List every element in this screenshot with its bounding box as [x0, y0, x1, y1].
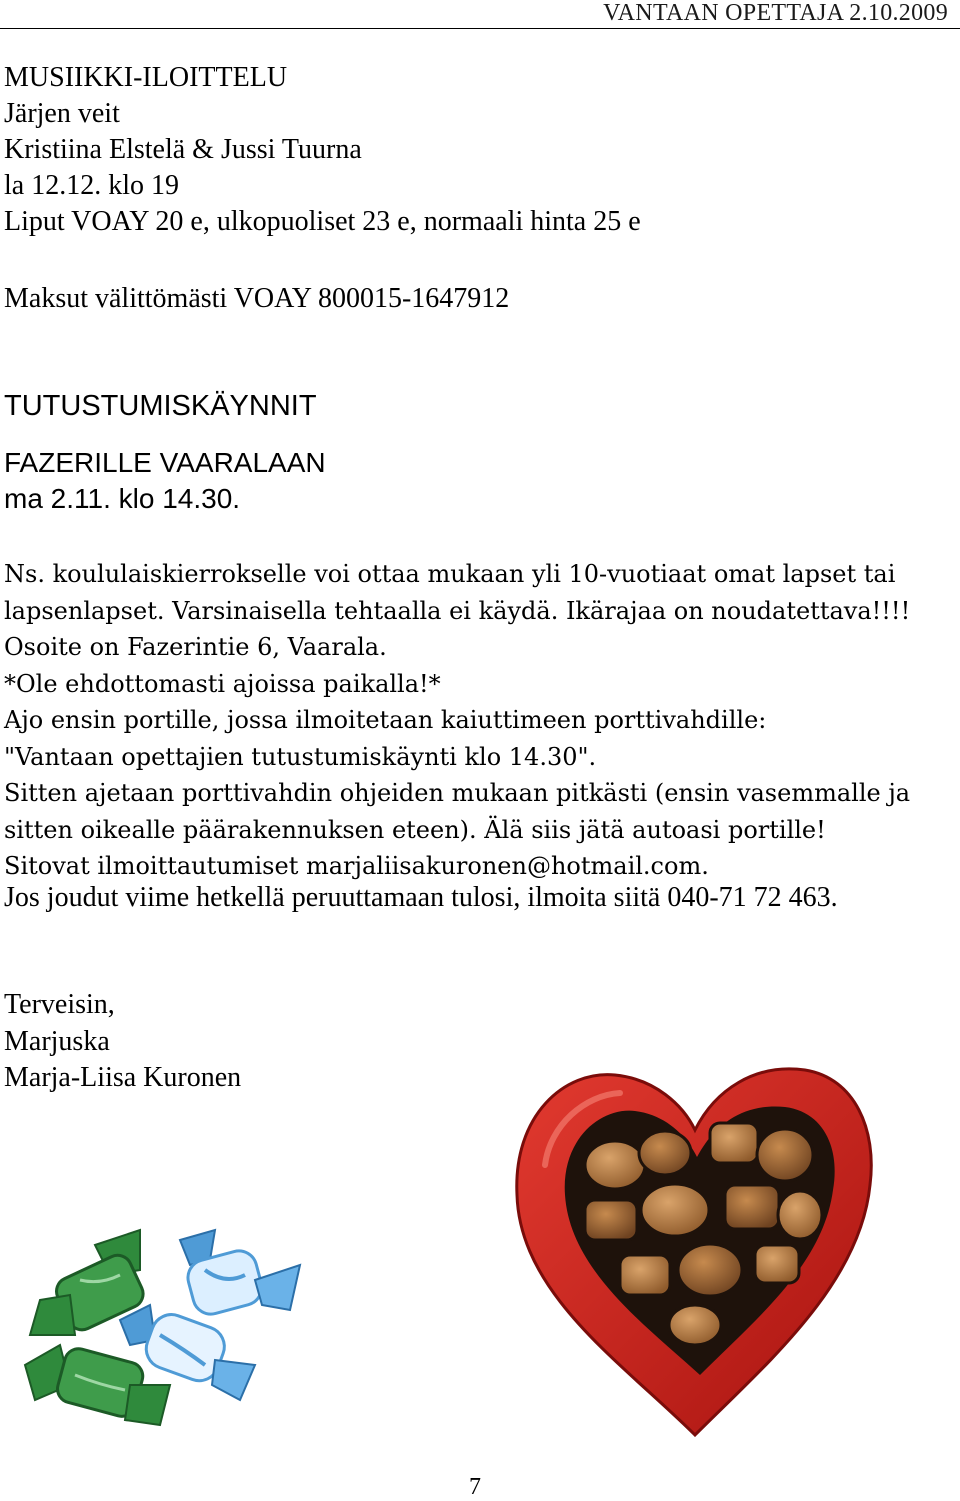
info-line: Sitten ajetaan porttivahdin ohjeiden mukaan pitkästi (ensin vasemmalle ja [4, 779, 911, 807]
music-line: Järjen veit [4, 98, 120, 129]
music-line: Kristiina Elstelä & Jussi Tuurna [4, 134, 362, 165]
info-line: Ns. koululaiskierrokselle voi ottaa mukaan yli 10-vuotiaat omat lapset tai [4, 560, 896, 588]
music-line: la 12.12. klo 19 [4, 170, 179, 201]
info-line: "Vantaan opettajien tutustumiskäynti klo 14.30". [4, 742, 597, 771]
heart-chocolate-box-icon [505, 1045, 885, 1445]
payment-line: Maksut välittömästi VOAY 800015-1647912 [4, 283, 510, 314]
music-title: MUSIIKKI-ILOITTELU [4, 62, 288, 93]
info-line: *Ole ehdottomasti ajoissa paikalla!* [4, 669, 441, 698]
signature-nickname: Marjuska [4, 1025, 110, 1057]
info-line: sitten oikealle päärakennuksen eteen). Älä siis jätä autoasi portille! [4, 815, 826, 844]
visits-date: ma 2.11. klo 14.30. [4, 483, 241, 514]
info-line: lapsenlapset. Varsinaisella tehtaalla ei käydä. Ikärajaa on noudatettava!!!! [4, 596, 911, 625]
visits-subtitle: FAZERILLE VAARALAAN [4, 447, 326, 478]
signature-name: Marja-Liisa Kuronen [4, 1062, 242, 1093]
page-header: VANTAAN OPETTAJA 2.10.2009 [603, 0, 948, 26]
signature-greeting: Terveisin, [4, 989, 115, 1020]
info-line: Ajo ensin portille, jossa ilmoitetaan kaiuttimeen porttivahdille: [4, 706, 767, 734]
music-section [4, 60, 641, 240]
signature [4, 987, 241, 1097]
visits-title: TUTUSTUMISKÄYNNIT [4, 390, 317, 422]
visit-info [4, 556, 954, 885]
music-line: Liput VOAY 20 e, ulkopuoliset 23 e, normaali hinta 25 e [4, 206, 641, 237]
header-rule [0, 28, 960, 29]
info-line: Sitovat ilmoittautumiset marjaliisakuronen@hotmail.com. [4, 852, 709, 880]
page-number: 7 [469, 1474, 481, 1500]
info-line: Osoite on Fazerintie 6, Vaarala. [4, 633, 387, 661]
wrapped-candies-icon [0, 1225, 330, 1465]
cancel-line: Jos joudut viime hetkellä peruuttamaan tulosi, ilmoita siitä 040-71 72 463. [4, 882, 838, 913]
